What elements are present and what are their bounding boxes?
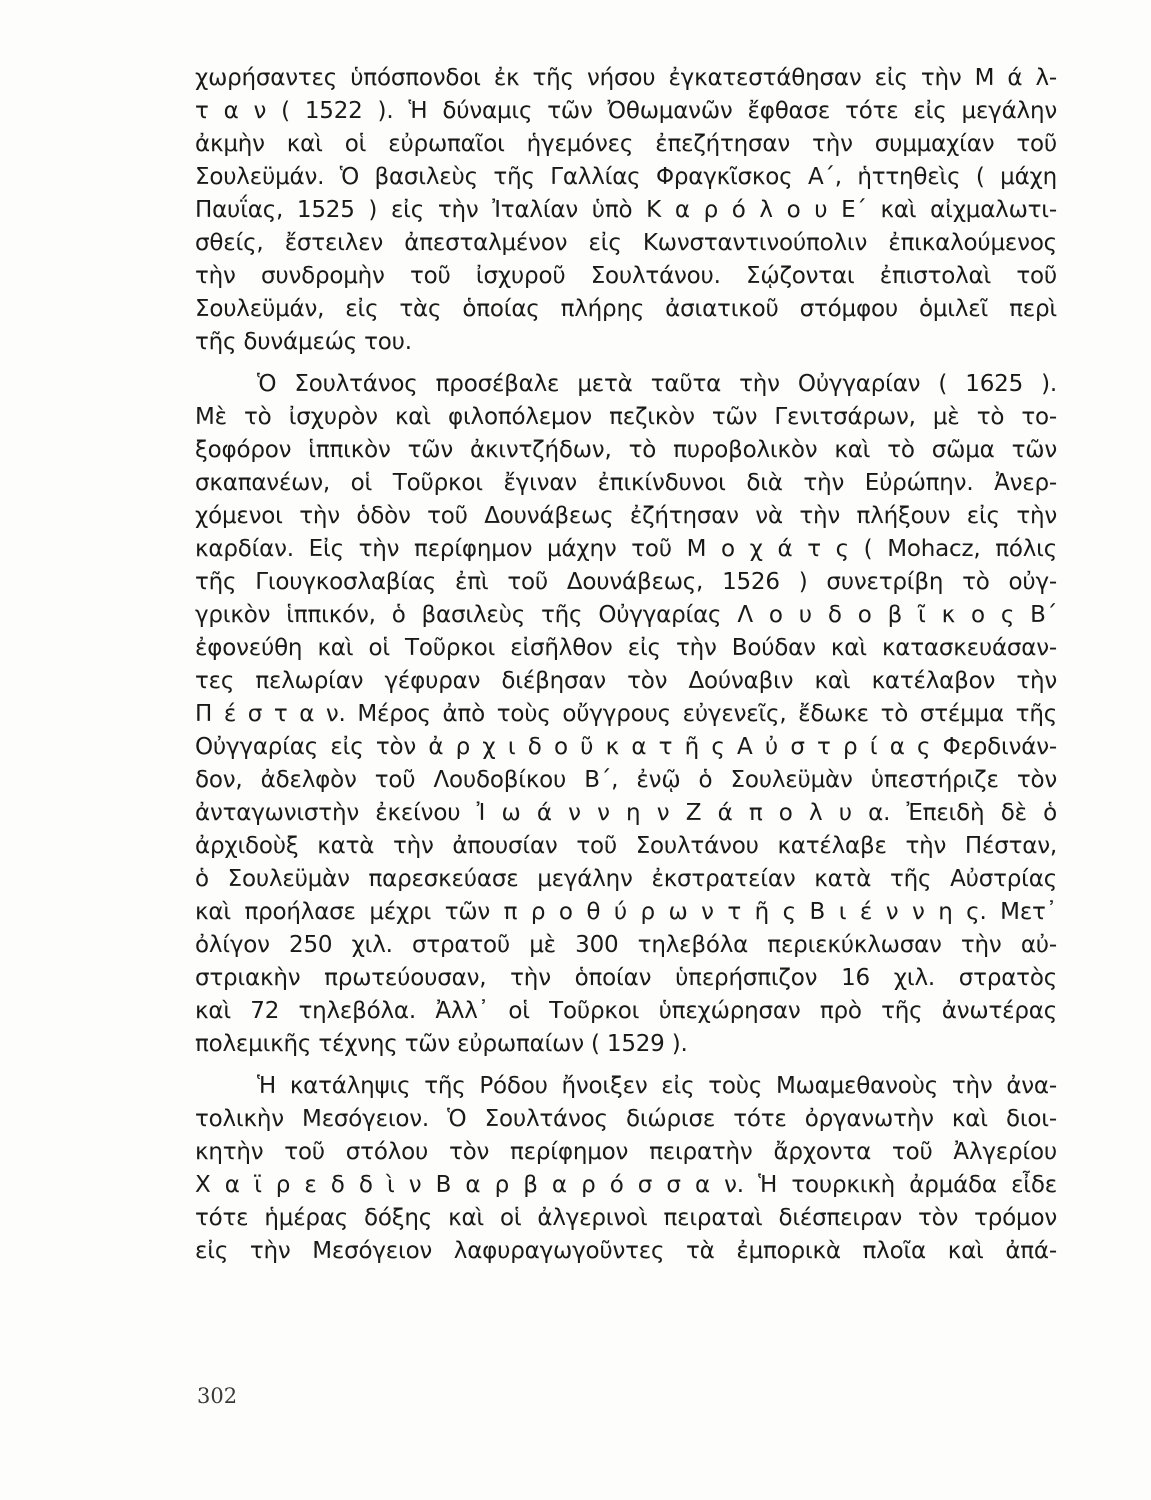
text-line: σθείς, ἔστειλεν ἀπεσταλμένον εἰς Κωνσταντινούπολιν ἐπικαλούμενος xyxy=(195,230,1057,256)
text-line: ὁ Σουλεϋμὰν παρεσκεύασε μεγάλην ἐκστρατείαν κατὰ τῆς Αὐστρίας xyxy=(195,866,1057,892)
paragraph-1 xyxy=(195,62,1057,359)
text-line: τὴν συνδρομὴν τοῦ ἰσχυροῦ Σουλτάνου. Σῴζονται ἐπιστολαὶ τοῦ xyxy=(195,263,1057,289)
text-line: Μὲ τὸ ἰσχυρὸν καὶ φιλοπόλεμον πεζικὸν τῶν Γενιτσάρων, μὲ τὸ το- xyxy=(195,404,1057,430)
text-line: καρδίαν. Εἰς τὴν περίφημον μάχην τοῦ Μ ο χ ά τ ς ( Mohacz, πόλις xyxy=(195,536,1057,562)
text-line: πολεμικῆς τέχνης τῶν εὐρωπαίων ( 1529 ). xyxy=(195,1031,688,1057)
text-line: χωρήσαντες ὑπόσπονδοι ἐκ τῆς νήσου ἐγκατεστάθησαν εἰς τὴν Μ ά λ- xyxy=(195,65,1057,91)
text-line: Χ α ϊ ρ ε δ δ ὶ ν Β α ρ β α ρ ό σ σ α ν. Ἡ τουρκικὴ ἀρμάδα εἶδε xyxy=(195,1172,1057,1198)
text-line: ἐφονεύθη καὶ οἱ Τοῦρκοι εἰσῆλθον εἰς τὴν Βούδαν καὶ κατασκευάσαν- xyxy=(195,635,1057,661)
text-line: Π έ σ τ α ν. Μέρος ἀπὸ τοὺς οὔγγρους εὐγενεῖς, ἔδωκε τὸ στέμμα τῆς xyxy=(195,701,1057,727)
text-line: Ὁ Σουλτάνος προσέβαλε μετὰ ταῦτα τὴν Οὐγγαρίαν ( 1625 ). xyxy=(257,371,1057,397)
text-line: κητὴν τοῦ στόλου τὸν περίφημον πειρατὴν ἄρχοντα τοῦ Ἀλγερίου xyxy=(195,1139,1057,1165)
text-line: Σουλεϋμάν. Ὁ βασιλεὺς τῆς Γαλλίας Φραγκῖσκος Α΄, ἡττηθεὶς ( μάχη xyxy=(195,164,1057,190)
text-line: στριακὴν πρωτεύουσαν, τὴν ὁποίαν ὑπερήσπιζον 16 χιλ. στρατὸς xyxy=(195,965,1057,991)
text-line: Οὐγγαρίας εἰς τὸν ἀ ρ χ ι δ ο ῦ κ α τ ῆ ς Α ὐ σ τ ρ ί α ς Φερδινάν- xyxy=(195,734,1057,760)
text-line: ἀνταγωνιστὴν ἐκείνου Ἰ ω ά ν ν η ν Ζ ά π ο λ υ α. Ἐπειδὴ δὲ ὁ xyxy=(195,800,1057,826)
text-line: ἀκμὴν καὶ οἱ εὐρωπαῖοι ἡγεμόνες ἐπεζήτησαν τὴν συμμαχίαν τοῦ xyxy=(195,131,1057,157)
text-line: γρικὸν ἱππικόν, ὁ βασιλεὺς τῆς Οὐγγαρίας Λ ο υ δ ο β ῖ κ ο ς Β΄ xyxy=(195,602,1057,628)
paragraph-2 xyxy=(195,368,1057,1061)
page-number: 302 xyxy=(197,1384,238,1408)
text-line: Σουλεϋμάν, εἰς τὰς ὁποίας πλήρης ἀσιατικοῦ στόμφου ὁμιλεῖ περὶ xyxy=(195,296,1057,322)
text-line: Ἡ κατάληψις τῆς Ρόδου ἤνοιξεν εἰς τοὺς Μωαμεθανοὺς τὴν ἀνα- xyxy=(257,1073,1057,1099)
text-line: ξοφόρον ἱππικὸν τῶν ἀκιντζήδων, τὸ πυροβολικὸν καὶ τὸ σῶμα τῶν xyxy=(195,437,1057,463)
text-line: χόμενοι τὴν ὁδὸν τοῦ Δουνάβεως ἐζήτησαν νὰ τὴν πλήξουν εἰς τὴν xyxy=(195,503,1057,529)
text-line: σκαπανέων, οἱ Τοῦρκοι ἔγιναν ἐπικίνδυνοι διὰ τὴν Εὐρώπην. Ἀνερ- xyxy=(195,470,1057,496)
text-line: καὶ προήλασε μέχρι τῶν π ρ ο θ ύ ρ ω ν τ ῆ ς Β ι έ ν ν η ς. Μετ᾽ xyxy=(195,899,1057,925)
text-line: ἀρχιδοὺξ κατὰ τὴν ἀπουσίαν τοῦ Σουλτάνου κατέλαβε τὴν Πέσταν, xyxy=(195,833,1057,859)
text-line: τῆς δυνάμεώς του. xyxy=(195,329,412,355)
text-line: ὀλίγον 250 χιλ. στρατοῦ μὲ 300 τηλεβόλα περιεκύκλωσαν τὴν αὐ- xyxy=(195,932,1057,958)
text-line: τ α ν ( 1522 ). Ἡ δύναμις τῶν Ὀθωμανῶν ἔφθασε τότε εἰς μεγάλην xyxy=(195,98,1057,124)
text-line: δον, ἀδελφὸν τοῦ Λουδοβίκου Β΄, ἐνῷ ὁ Σουλεϋμὰν ὑπεστήριζε τὸν xyxy=(195,767,1057,793)
text-line: τες πελωρίαν γέφυραν διέβησαν τὸν Δούναβιν καὶ κατέλαβον τὴν xyxy=(195,668,1057,694)
text-line: τολικὴν Μεσόγειον. Ὁ Σουλτάνος διώρισε τότε ὀργανωτὴν καὶ διοι- xyxy=(195,1106,1057,1132)
text-line: Παυΐας, 1525 ) εἰς τὴν Ἰταλίαν ὑπὸ Κ α ρ ό λ ο υ Ε΄ καὶ αἰχμαλωτι- xyxy=(195,197,1057,223)
page-body-text xyxy=(195,62,1057,1268)
text-line: τῆς Γιουγκοσλαβίας ἐπὶ τοῦ Δουνάβεως, 1526 ) συνετρίβη τὸ οὐγ- xyxy=(195,569,1057,595)
paragraph-3 xyxy=(195,1070,1057,1268)
text-line: καὶ 72 τηλεβόλα. Ἀλλ᾽ οἱ Τοῦρκοι ὑπεχώρησαν πρὸ τῆς ἀνωτέρας xyxy=(195,998,1057,1024)
text-line: εἰς τὴν Μεσόγειον λαφυραγωγοῦντες τὰ ἐμπορικὰ πλοῖα καὶ ἀπά- xyxy=(195,1238,1057,1264)
text-line: τότε ἡμέρας δόξης καὶ οἱ ἀλγερινοὶ πειραταὶ διέσπειραν τὸν τρόμον xyxy=(195,1205,1057,1231)
